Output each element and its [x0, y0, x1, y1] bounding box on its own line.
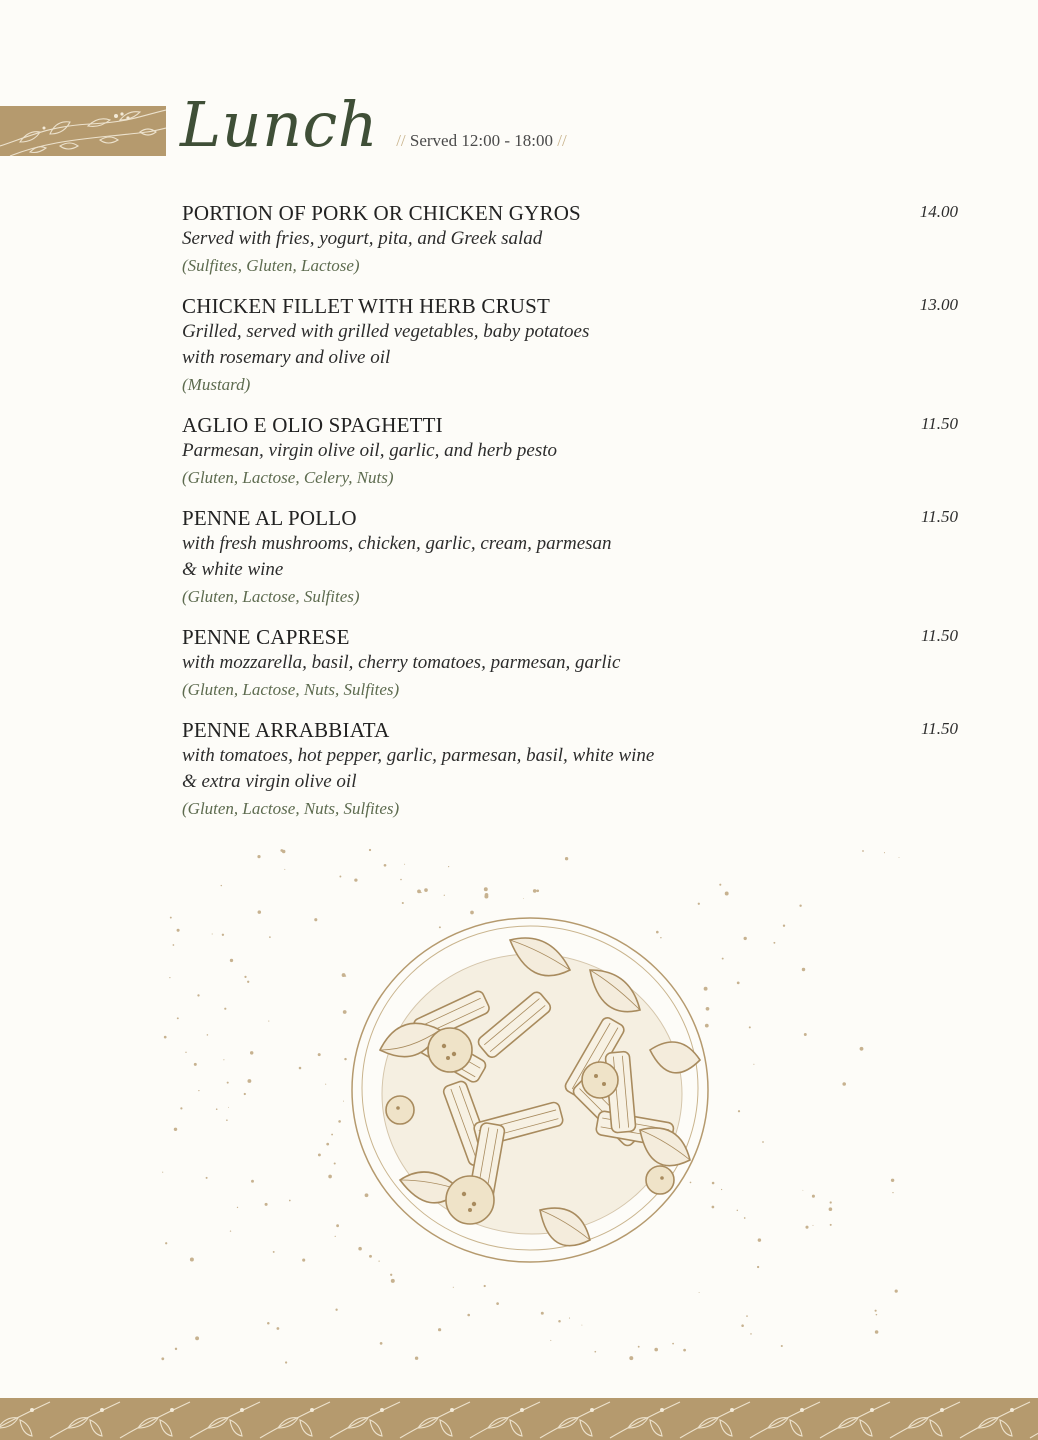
item-description: with fresh mushrooms, chicken, garlic, cream, parmesan — [182, 533, 612, 554]
footer-leaf-band — [0, 1398, 1038, 1440]
item-name: AGLIO E OLIO SPAGHETTI — [182, 413, 443, 437]
menu-item — [182, 505, 962, 610]
page-title: Lunch — [180, 88, 379, 161]
served-hours — [396, 131, 566, 151]
menu-list — [182, 200, 962, 836]
menu-item — [182, 717, 962, 822]
item-name: CHICKEN FILLET WITH HERB CRUST — [182, 294, 551, 318]
item-price: 13.00 — [919, 295, 958, 314]
item-description: Grilled, served with grilled vegetables, baby potatoes — [182, 321, 590, 342]
item-name: PENNE ARRABBIATA — [182, 718, 390, 742]
pasta-bowl-illustration — [150, 840, 910, 1380]
pasta-bowl-icon — [150, 840, 910, 1380]
item-allergens: (Gluten, Lactose, Sulfites) — [182, 587, 360, 606]
leaf-pattern-icon — [0, 106, 166, 156]
item-allergens: (Gluten, Lactose, Nuts, Sulfites) — [182, 799, 400, 818]
menu-item — [182, 624, 962, 703]
item-name: PENNE AL POLLO — [182, 506, 357, 530]
served-text: Served 12:00 - 18:00 — [409, 131, 553, 150]
item-description: & white wine — [182, 559, 284, 580]
item-price: 14.00 — [919, 202, 958, 221]
item-allergens: (Gluten, Lactose, Celery, Nuts) — [182, 468, 394, 487]
item-price: 11.50 — [921, 626, 958, 645]
item-description: with rosemary and olive oil — [182, 347, 391, 368]
title-block — [180, 88, 567, 161]
served-suffix: // — [557, 131, 567, 150]
item-name: PORTION OF PORK OR CHICKEN GYROS — [182, 201, 581, 225]
item-allergens: (Sulfites, Gluten, Lactose) — [182, 256, 360, 275]
item-price: 11.50 — [921, 414, 958, 433]
menu-item — [182, 293, 962, 398]
item-price: 11.50 — [921, 507, 958, 526]
item-description: & extra virgin olive oil — [182, 771, 357, 792]
item-description: Parmesan, virgin olive oil, garlic, and herb pesto — [182, 440, 558, 461]
item-description: with mozzarella, basil, cherry tomatoes, parmesan, garlic — [182, 652, 621, 673]
item-allergens: (Mustard) — [182, 375, 251, 394]
item-price: 11.50 — [921, 719, 958, 738]
item-allergens: (Gluten, Lactose, Nuts, Sulfites) — [182, 680, 400, 699]
served-prefix: // — [396, 131, 406, 150]
item-description: with tomatoes, hot pepper, garlic, parmesan, basil, white wine — [182, 745, 655, 766]
menu-item — [182, 412, 962, 491]
header-leaf-band — [0, 106, 166, 156]
menu-item — [182, 200, 962, 279]
item-name: PENNE CAPRESE — [182, 625, 350, 649]
item-description: Served with fries, yogurt, pita, and Greek salad — [182, 228, 543, 249]
leaf-pattern-icon — [0, 1398, 1038, 1440]
